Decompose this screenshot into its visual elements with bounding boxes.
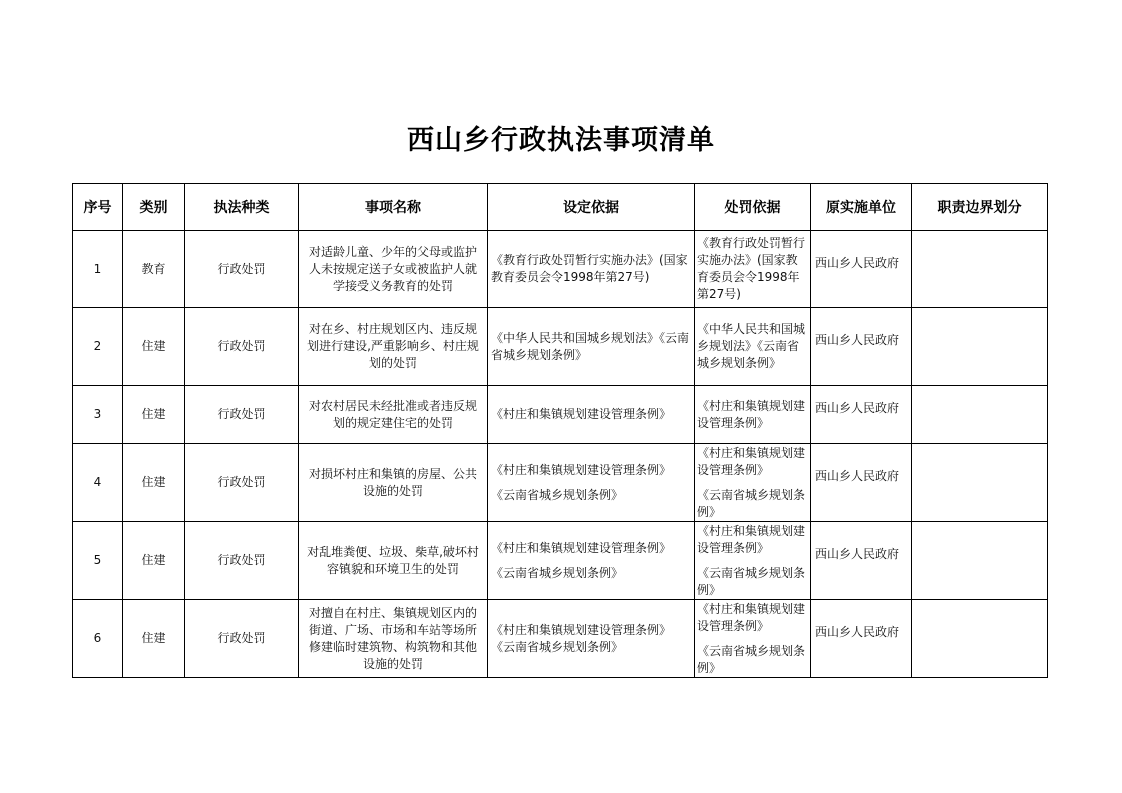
header-penalty-basis: 处罚依据 — [695, 184, 811, 231]
row-kind: 行政处罚 — [185, 600, 299, 678]
row-penalty-basis-extra: 《云南省城乡规划条例》 — [697, 487, 806, 519]
row-boundary — [912, 386, 1048, 444]
row-kind: 行政处罚 — [185, 522, 299, 600]
row-unit: 西山乡人民政府 — [815, 255, 900, 270]
page-title: 西山乡行政执法事项清单 — [407, 125, 715, 156]
spacer — [697, 635, 808, 643]
row-item-cell — [299, 522, 488, 600]
row-penalty-basis — [695, 601, 810, 677]
row-category: 教育 — [123, 231, 185, 308]
row-unit-cell — [811, 600, 912, 678]
row-penalty-cell — [695, 522, 811, 600]
row-item-name: 对擅自在村庄、集镇规划区内的街道、广场、市场和车站等场所修建临时建筑物、构筑物和其他设施的处罚 — [308, 605, 477, 671]
row-item-cell — [299, 600, 488, 678]
row-number: 2 — [73, 308, 123, 386]
row-category: 住建 — [123, 600, 185, 678]
row-category: 住建 — [123, 386, 185, 444]
row-item-cell — [299, 308, 488, 386]
row-number: 4 — [73, 444, 123, 522]
table-row — [73, 231, 1048, 308]
enforcement-items-table — [72, 183, 1048, 678]
row-penalty-cell — [695, 600, 811, 678]
spacer — [697, 557, 808, 565]
row-penalty-cell — [695, 386, 811, 444]
header-boundary: 职责边界划分 — [912, 184, 1048, 231]
row-item-name: 对在乡、村庄规划区内、违反规划进行建设,严重影响乡、村庄规划的处罚 — [307, 322, 479, 370]
table-row — [73, 522, 1048, 600]
row-unit-cell — [811, 444, 912, 522]
row-item-name: 对损坏村庄和集镇的房屋、公共设施的处罚 — [308, 466, 477, 498]
row-item-cell — [299, 444, 488, 522]
row-kind: 行政处罚 — [185, 231, 299, 308]
row-penalty-basis-extra: 《云南省城乡规划条例》 — [697, 565, 806, 597]
row-basis-extra: 《云南省城乡规划条例》 — [491, 487, 624, 502]
row-penalty-cell — [695, 308, 811, 386]
row-penalty-basis: 《中华人民共和国城乡规划法》《云南省城乡规划条例》 — [697, 322, 806, 370]
row-kind: 行政处罚 — [185, 308, 299, 386]
row-basis-cell — [488, 308, 695, 386]
row-item-name: 对乱堆粪便、垃圾、柴草,破坏村容镇貌和环境卫生的处罚 — [307, 544, 479, 576]
row-basis: 《村庄和集镇规划建设管理条例》 — [491, 462, 672, 477]
row-category: 住建 — [123, 308, 185, 386]
row-basis: 《村庄和集镇规划建设管理条例》 — [491, 407, 672, 421]
row-unit-cell — [811, 386, 912, 444]
row-item-name: 对适龄儿童、少年的父母或监护人未按规定送子女或被监护人就学接受义务教育的处罚 — [308, 244, 477, 293]
header-basis: 设定依据 — [488, 184, 695, 231]
row-unit: 西山乡人民政府 — [815, 469, 900, 483]
row-basis-cell — [488, 386, 695, 444]
row-unit-cell — [811, 522, 912, 600]
row-category: 住建 — [123, 444, 185, 522]
row-basis-cell — [488, 600, 695, 678]
row-penalty-basis-main: 《村庄和集镇规划建设管理条例》 — [697, 601, 806, 633]
table-header-row — [73, 184, 1048, 231]
row-basis-extra: 《云南省城乡规划条例》 — [491, 565, 624, 580]
header-item-name: 事项名称 — [299, 184, 488, 231]
row-kind: 行政处罚 — [185, 386, 299, 444]
header-unit: 原实施单位 — [811, 184, 912, 231]
header-no: 序号 — [73, 184, 123, 231]
row-unit: 西山乡人民政府 — [815, 547, 900, 561]
row-basis: 《中华人民共和国城乡规划法》《云南省城乡规划条例》 — [491, 330, 690, 362]
row-category: 住建 — [123, 522, 185, 600]
row-basis-extra: 《云南省城乡规划条例》 — [491, 639, 624, 654]
row-unit: 西山乡人民政府 — [815, 333, 900, 347]
table-row — [73, 444, 1048, 522]
row-item-name: 对农村居民未经批准或者违反规划的规定建住宅的处罚 — [308, 398, 477, 430]
row-penalty-basis-main: 《村庄和集镇规划建设管理条例》 — [697, 523, 806, 555]
row-basis-cell — [488, 444, 695, 522]
row-basis-cell — [488, 231, 695, 308]
row-penalty-basis — [695, 523, 810, 599]
row-penalty-basis-extra: 《云南省城乡规划条例》 — [697, 643, 806, 675]
table-row — [73, 600, 1048, 678]
row-number: 5 — [73, 522, 123, 600]
spacer — [488, 479, 694, 487]
row-kind: 行政处罚 — [185, 444, 299, 522]
row-number: 6 — [73, 600, 123, 678]
row-item-cell — [299, 231, 488, 308]
row-penalty-basis — [695, 445, 810, 521]
row-unit-cell — [811, 308, 912, 386]
spacer — [488, 557, 694, 565]
row-boundary — [912, 444, 1048, 522]
row-number: 1 — [73, 231, 123, 308]
header-kind: 执法种类 — [185, 184, 299, 231]
header-category: 类别 — [123, 184, 185, 231]
row-unit: 西山乡人民政府 — [815, 625, 900, 639]
table-row — [73, 308, 1048, 386]
row-unit-cell — [811, 231, 912, 308]
row-boundary — [912, 522, 1048, 600]
row-basis: 《村庄和集镇规划建设管理条例》 — [491, 540, 672, 555]
row-basis: 《村庄和集镇规划建设管理条例》 — [491, 622, 672, 637]
row-penalty-cell — [695, 444, 811, 522]
row-penalty-basis: 《村庄和集镇规划建设管理条例》 — [697, 398, 806, 430]
row-penalty-basis-main: 《村庄和集镇规划建设管理条例》 — [697, 445, 806, 477]
row-basis: 《教育行政处罚暂行实施办法》(国家教育委员会令1998年第27号) — [491, 253, 688, 284]
row-number: 3 — [73, 386, 123, 444]
row-penalty-cell — [695, 231, 811, 308]
row-boundary — [912, 308, 1048, 386]
row-item-cell — [299, 386, 488, 444]
row-boundary — [912, 231, 1048, 308]
row-boundary — [912, 600, 1048, 678]
row-penalty-basis: 《教育行政处罚暂行实施办法》(国家教育委员会令1998年第27号) — [697, 236, 806, 301]
table-row — [73, 386, 1048, 444]
row-unit: 西山乡人民政府 — [815, 401, 900, 415]
spacer — [697, 479, 808, 487]
row-basis-cell — [488, 522, 695, 600]
